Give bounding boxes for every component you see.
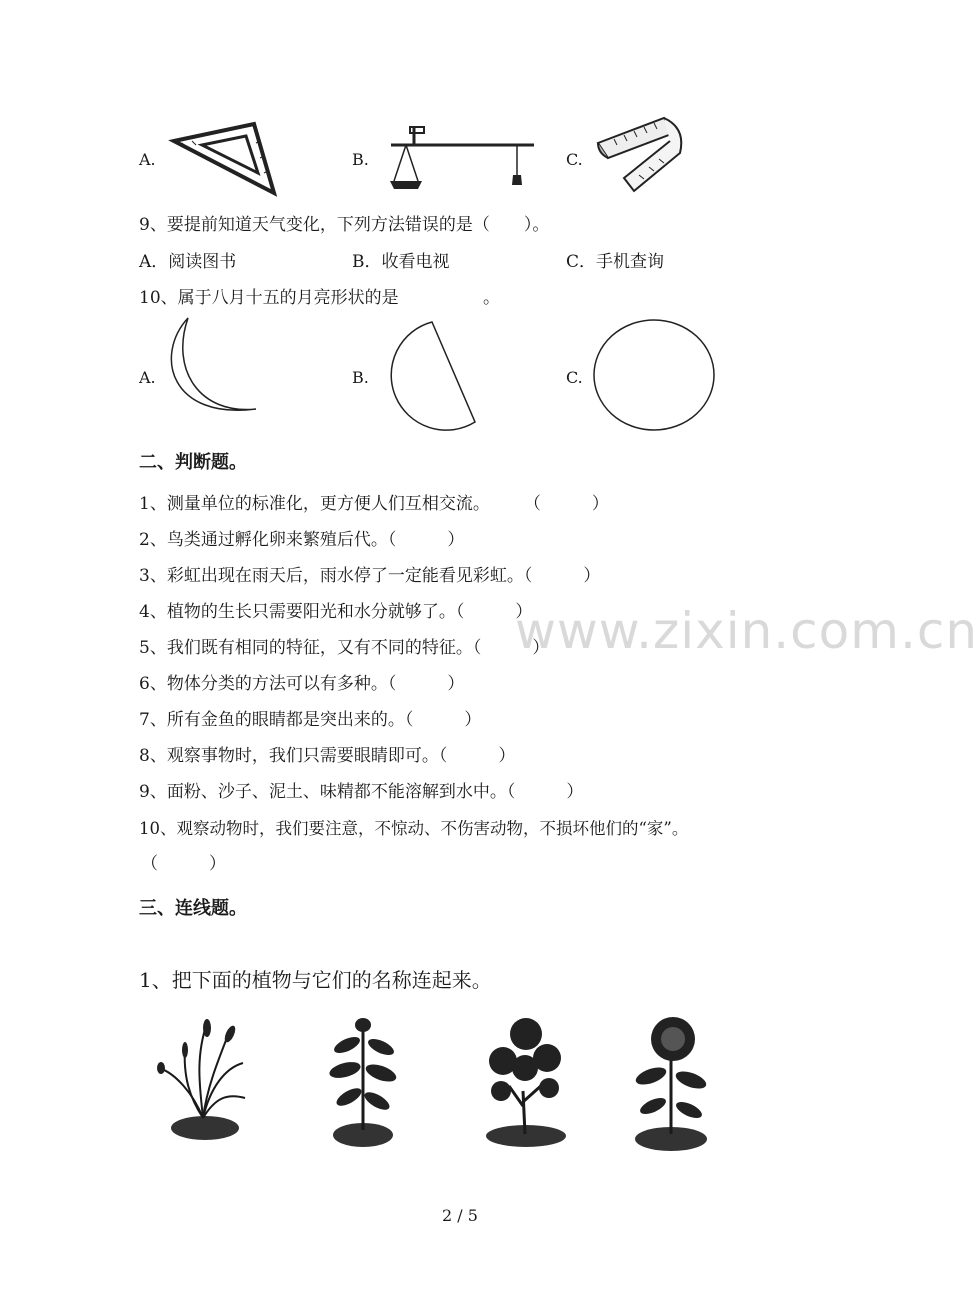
- q9-option-b: B．收看电视: [352, 252, 450, 272]
- page-number: 2 / 5: [442, 1206, 478, 1225]
- q8-option-b-label: B.: [352, 150, 369, 169]
- q9-question: 9、要提前知道天气变化，下列方法错误的是（ ）。: [139, 215, 550, 235]
- section-3-title: 三、连线题。: [139, 898, 247, 919]
- tape-measure-icon: [594, 113, 689, 198]
- triangle-ruler-icon: [172, 121, 282, 191]
- full-moon-icon: [592, 318, 716, 432]
- section-2-title: 二、判断题。: [139, 452, 247, 473]
- judgment-item-8: 8、观察事物时，我们只需要眼睛即可。（ ）: [139, 746, 516, 766]
- judgment-item-2: 2、鸟类通过孵化卵来繁殖后代。（ ）: [139, 530, 465, 550]
- crescent-moon-icon: [160, 315, 260, 425]
- watermark: www.zixin.com.cn: [515, 602, 978, 660]
- q10-option-c-label: C.: [566, 368, 583, 387]
- judgment-item-9: 9、面粉、沙子、泥土、味精都不能溶解到水中。（ ）: [139, 782, 584, 802]
- judgment-item-4: 4、植物的生长只需要阳光和水分就够了。（ ）: [139, 602, 533, 622]
- q8-option-c-label: C.: [566, 150, 583, 169]
- q10-question: 10、属于八月十五的月亮形状的是: [139, 288, 399, 308]
- q10-option-b-label: B.: [352, 368, 369, 387]
- q10-blank-end: 。: [483, 288, 500, 308]
- flowering-shrub-icon: [481, 1016, 571, 1151]
- judgment-item-6: 6、物体分类的方法可以有多种。（ ）: [139, 674, 465, 694]
- matching-question-1: 1、把下面的植物与它们的名称连起来。: [139, 968, 492, 992]
- judgment-item-1: 1、测量单位的标准化，更方便人们互相交流。 （ ）: [139, 494, 609, 514]
- judgment-item-3: 3、彩虹出现在雨天后，雨水停了一定能看见彩虹。（ ）: [139, 566, 601, 586]
- judgment-item-5: 5、我们既有相同的特征，又有不同的特征。（ ）: [139, 638, 550, 658]
- wheat-plant-icon: [155, 1018, 250, 1143]
- judgment-item-10: 10、观察动物时，我们要注意，不惊动、不伤害动物，不损坏他们的“家”。: [139, 819, 689, 838]
- balance-scale-icon: [386, 123, 536, 193]
- judgment-item-7: 7、所有金鱼的眼睛都是突出来的。（ ）: [139, 710, 482, 730]
- q9-option-a: A．阅读图书: [139, 252, 237, 272]
- q10-option-a-label: A.: [139, 368, 156, 387]
- sunflower-icon: [631, 1014, 711, 1154]
- judgment-item-10-bracket: （ ）: [141, 854, 226, 874]
- leafy-plant-icon: [323, 1015, 403, 1150]
- half-moon-icon: [377, 318, 487, 433]
- q8-option-a-label: A.: [139, 150, 156, 169]
- q9-option-c: C．手机查询: [566, 252, 665, 272]
